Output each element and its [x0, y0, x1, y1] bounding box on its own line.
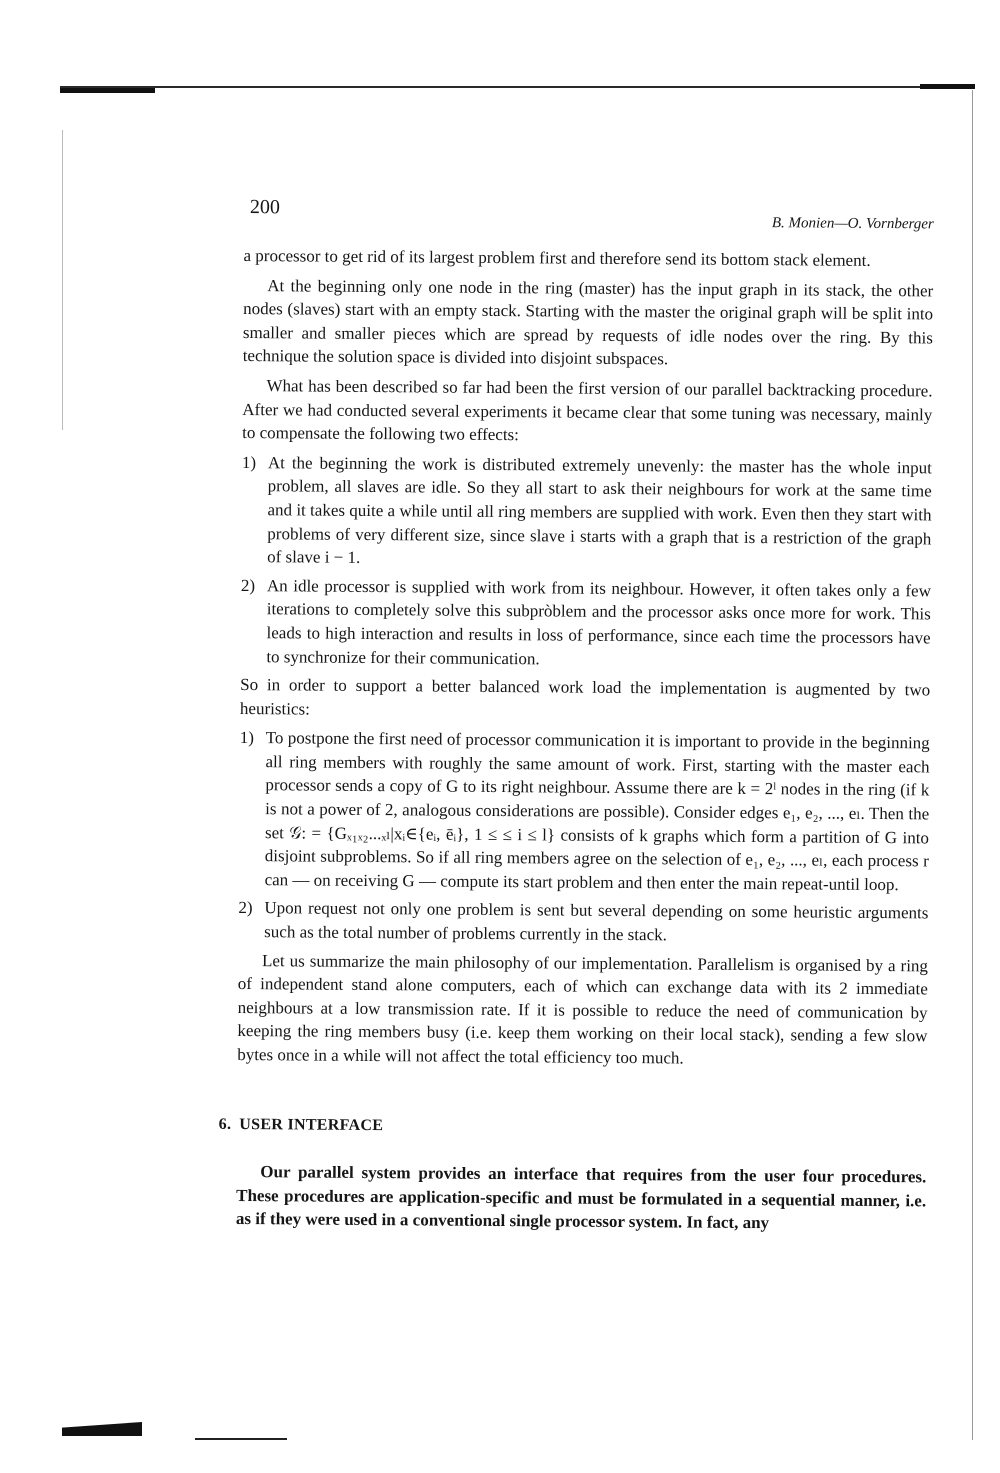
scan-artifact-bottom — [195, 1438, 287, 1440]
paragraph-continuation: a processor to get rid of its largest problem first and therefore send its bottom stack element. — [243, 245, 871, 270]
scan-artifact-top-left — [60, 88, 155, 93]
list-text: An idle processor is supplied with work from its neighbour. However, it often takes only a few iterations to completely solve this subpròblem and the processor asks once more for work. This leads to high interaction and results in loss of performance, since each time the processors have to synchronize for their communication. — [266, 575, 931, 668]
page-header — [244, 196, 934, 249]
list-text: Upon request not only one problem is sent but several depending on some heuristic arguments such as the total number of problems currently in the stack. — [264, 898, 929, 945]
page-number: 200 — [249, 196, 280, 219]
heuristic-item — [238, 896, 928, 949]
section-number: 6. — [218, 1115, 232, 1133]
scan-left-edge — [62, 130, 63, 430]
paragraph-heuristics-intro: So in order to support a better balanced work load the implementation is augmented by two heuristics: — [239, 675, 931, 719]
paragraph-user-interface: Our parallel system provides an interface that requires from the user four procedures. These procedures are application-specific and must be formulated in a sequential manner, i.e. as if they were used in a conventional single processor system. In fact, any — [235, 1162, 927, 1233]
running-head: B. Monien—O. Vornberger — [771, 215, 934, 233]
section-title: USER INTERFACE — [239, 1115, 384, 1134]
list-text: At the beginning the work is distributed extremely unevenly: the master has the whole input problem, all slaves are idle. So they all start to ask their neighbours for work at the same time and it takes quite a while until all ring members are supplied with work. Even then they start with problems of very different size, since slave i starts with a graph that is a restriction of the graph of slave i − 1. — [267, 452, 932, 568]
list-text: To postpone the first need of processor communication it is important to provide in the beginning all ring members with roughly the same amount of work. First, starting with the master each processor sends a copy of G to its right neighbour. Assume there are k = 2ˡ nodes in the ring (if k is not a power of 2, analogous considerations are possible). Consider edges e₁, e₂, ..., eₗ. Then the set 𝒢: = {Gₓ₁ₓ₂...ₓₗ|xᵢ∈{eᵢ, ēᵢ}, 1 ≤ ≤ i ≤ l} consists of k graphs which form a partition of G into disjoint subproblems. So if all ring members agree on the selection of e₁, e₂, ..., eₗ, each process r can — on receiving G — compute its start problem and then enter the main repeat-until loop. — [264, 728, 930, 895]
paragraph-first-version: What has been described so far had been the first version of our parallel backtracking procedure. After we had conducted several experiments it became clear that some tuning was necessary, mainly to compensate the following two effects: — [242, 376, 933, 445]
scan-artifact-bottom-left — [62, 1422, 142, 1436]
section-heading — [219, 1112, 927, 1141]
list-number: 1) — [241, 452, 257, 472]
paragraph-summary: Let us summarize the main philosophy of our implementation. Parallelism is organised by a ring of independent stand alone computers, each of which can exchange data with its 2 immediate neighbours at a low transmission rate. If it is possible to reduce the need of communication by keeping the ring members busy (i.e. keep them working on their local stack), sending a few slow bytes once in a while will not affect the total efficiency too much. — [237, 950, 929, 1068]
paragraph-ring-start: At the beginning only one node in the ring (master) has the input graph in its stack, the other nodes (slaves) start with an empty stack. Starting with the master the original graph will be split into smaller and smaller pieces which are spread by requests of idle nodes over the ring. By this technique the solution space is divided into disjoint subspaces. — [242, 275, 934, 369]
page-body — [218, 196, 934, 1242]
list-number: 2) — [240, 575, 256, 595]
scan-top-border — [60, 86, 975, 88]
effect-item — [241, 451, 932, 574]
scan-artifact-top-right — [920, 84, 975, 89]
scan-right-edge — [972, 90, 973, 1440]
list-number: 1) — [239, 728, 254, 748]
effect-item — [240, 574, 931, 674]
list-number: 2) — [238, 898, 253, 918]
heuristic-item — [239, 726, 930, 897]
